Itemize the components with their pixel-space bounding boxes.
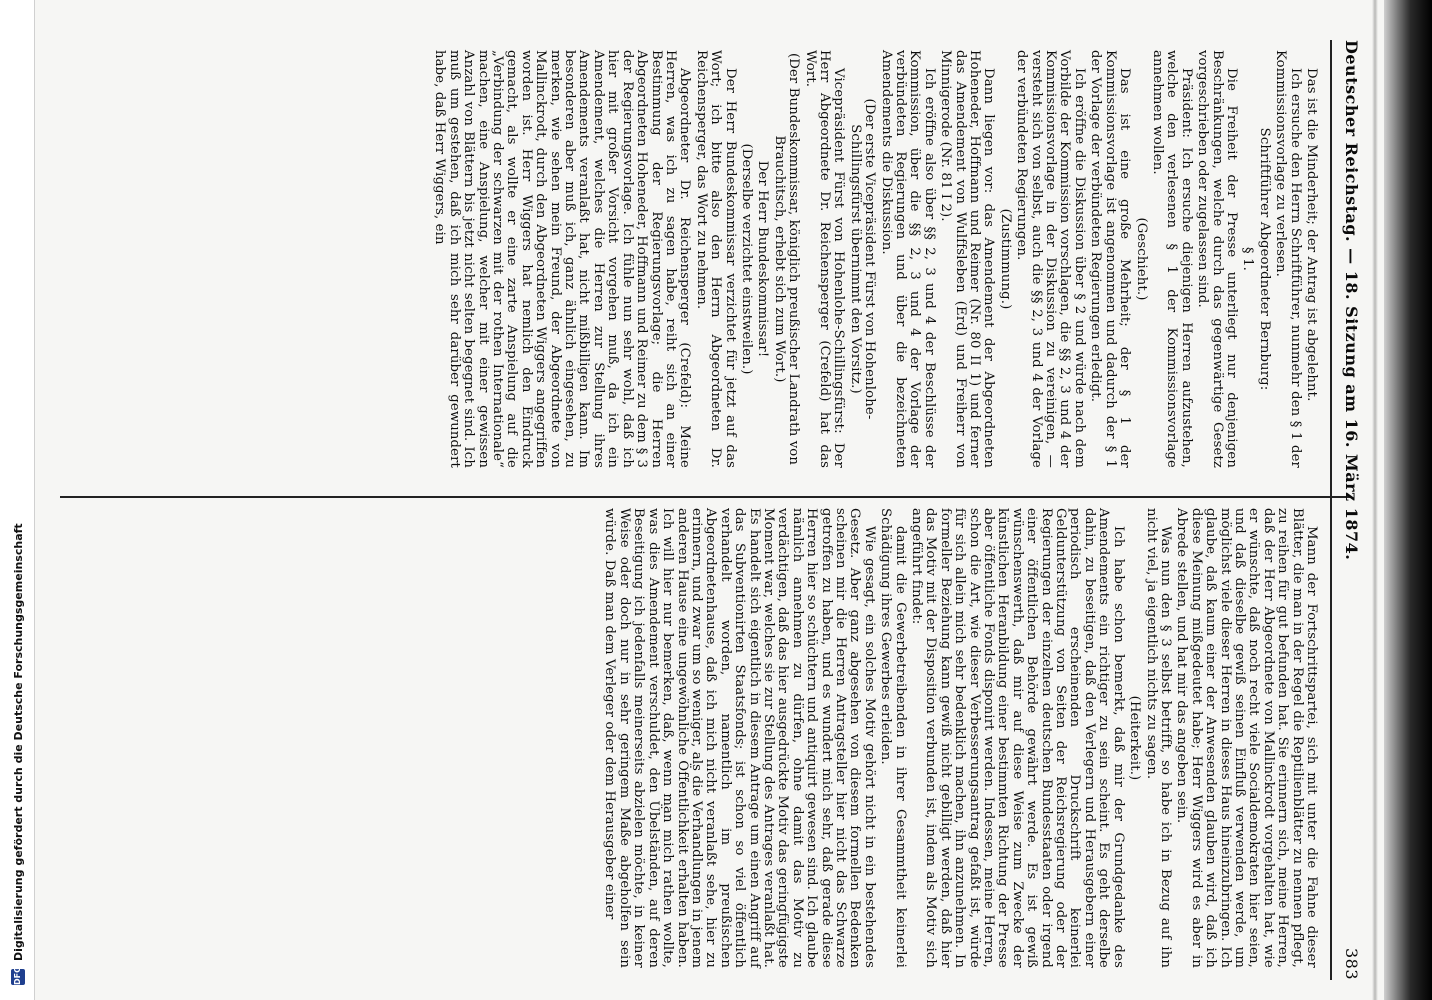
scan-edge [1384,0,1432,1000]
paragraph: Das ist eine große Mehrheit; der § 1 der Kommissionsvorlage ist angenommen und dadurch der § 1 der Vorlage der verbündeten Regierungen erledigt. [1088,50,1133,468]
paragraph: Das ist die Minderheit; der Antrag ist abgelehnt. [1304,68,1319,402]
digitization-strip [0,0,35,1000]
paragraph: Wie gesagt, ein solches Motiv gehört nicht in ein bestehendes Gesetz. Aber ganz abgesehen von diesem formellen Bedenken scheinen mir die Herren Antragsteller hier nicht das Schwarze getroffen zu haben, und es wundert mich sehr, daß gerade diese Herren hier so schüchtern und antiquirt gewesen sind. Ich glaube nämlich annehmen zu dürfen, ohne damit das Motiv zu verdächtigen, daß das hier ausgedrückte Motiv das geringfügigste Moment war, welches sie zur Stellung des Antrages veranlaßt hat. Es handelt sich eigentlich in diesem Antrage um einen Angriff auf das Subventionirten Staatsfonds; ist schon so viel öffentlich verhandelt worden, namentlich im preußischen Abgeordnetenhause, daß ich mich nicht veranlaßt sehe, hier zu erinnern, und zwar um so weniger, als die Verhandlungen in jenem anderen Hause eine ungewöhnliche Öffentlichkeit erhalten haben. Ich will hier nur bemerken, daß, wenn man mich rathen wollte, was dies Amendement verschuldet, den Übelständen, auf deren Beseitigung ich jedenfalls meinerseits abzielen möchte, in keiner Weise oder doch nur in sehr geringem Maße abgeholfen sein würde. Daß man dem Verleger oder dem Herausgeber einer [602,508,877,968]
speaker-heading: Schriftführer Abgeordneter Bernburg: [1256,127,1272,391]
page-fold [1372,0,1378,1000]
page-number: 383 [1342,947,1362,980]
header-title: Deutscher Reichstag. — 18. Sitzung am 16. März 1874. [1342,40,1362,561]
column-divider [60,496,1350,498]
dfg-logo-icon: DFG [11,969,25,985]
paragraph: Was nun den § 3 selbst betrifft, so habe ich in Bezug auf ihn nicht viel, ja eigentlich nichts zu sagen. [1143,508,1173,968]
paragraph: Vicepräsident Fürst von Hohenlohe-Schillingsfürst: Der Herr Abgeordnete Dr. Reichensperger (Crefeld) hat das Wort. [802,50,847,468]
stage-direction: (Der Bundeskommissar, königlich preußischer Landrath von Brauchitsch, erhebt sich zum Wort.) [771,52,802,466]
paragraph: Der Herr Bundeskommissar! [755,160,771,358]
paragraph: Die Freiheit der Presse unterliegt nur denjenigen Beschränkungen, welche durch das gegenwärtige Gesetz vorgeschrieben oder zugelassen sind. [1195,50,1239,468]
paragraph: Präsident: Ich ersuche diejenigen Herren aufzustehen, welche den verlesenen § 1 der Kommissionsvorlage annehmen wollen. [1149,50,1194,468]
paragraph: Abgeordneter Dr. Reichensperger (Crefeld): Meine Herren, was ich zu sagen habe, reiht sich an einer Bestimmung der Regierungsvorlage; die Herren Abgeordneten Hoheneder, Hoffmann und Reimer zu dem § 3 der Regierungsvorlage. Ich fühle nun sehr wohl, daß ich hier mit großer Vorsicht vorgehen muß, da ich ein Amendement, welches die Herren zur Stellung ihres Amendements veranlaßt hat, nicht mißbilligen kann. Im besonderen aber muß ich, ganz ähnlich eingesehen, zu merken, wie sehen mein Freund, der Abgeordnete von Mallinckrodt, durch den Abgeordneten Wiggers angegriffen worden ist. Herr Wiggers hat nemlich den Eindruck gemacht, als wollte er eine zarte Anspielung auf die „Verbindung der schwarzen mit der rothen Internationale“ machen, eine Anspielung, welcher mit einer gewissen Anzahl von Blättern bis jetzt nicht selten begegnet sind. Ich muß um gestehen, daß ich mich sehr darüber gewundert habe, daß Herr Wiggers, ein [432,50,693,468]
paragraph: Mann der Fortschrittspartei, sich mit unter die Fahne dieser Blätter, die man in der Regel die Reptilienblätter zu nennen pflegt, zu reihen für gut befunden hat. Sie erinnern sich, meine Herren, daß der Herr Abgeordnete von Mallinckrodt vorgehalten hat, wie er wünschte, daß noch recht viele Socialdemokraten hier seien, und daß dieselbe gewiß seinen Einfluß verwenden werde, um möglichst viele dieser Herren in dieses Haus hineinzubringen. Ich glaube, daß kaum einer der Anwesenden glauben wird, daß ich diese Meinung mißgedeutet habe; Herr Wiggers wird es aber in Abrede stellen, und hat mir das angeben sein. [1174,508,1319,968]
paragraph: Dann liegen vor: das Amendement der Abgeordneten Hoheneder, Hoffmann und Reimer (Nr. 80 II 1) und ferner das Amendement von Wulffsleben (Erd) und Freiherr von Minnigerode (Nr. 81 I 2). [938,50,997,468]
text-column-right [63,508,1318,968]
quotation: damit die Gewerbetreibenden in ihrer Gesammtheit keinerlei Schädigung ihres Gewerbes erleiden. [878,508,908,968]
running-header [1332,40,1372,980]
paragraph: Ich eröffne die Diskussion über § 2 und würde nach dem Vorbilde der Kommission vorschlagen, die §§ 2, 3 und 4 der Kommissionsvorlage in der Diskussion zu vereinigen, — versteht sich von selbst, auch die §§ 2, 3 und 4 der Vorlage der verbündeten Regierungen. [1014,50,1087,468]
digitization-notice [8,0,28,985]
paragraph: Ich eröffne also über §§ 2, 3 und 4 der Beschlüsse der Kommission, über die §§ 2, 3 und 4 der Vorlage der verbündeten Regierungen und über die bezeichneten Amendements die Diskussion. [878,50,937,468]
text-column-left [68,50,1318,468]
stage-direction: (Geschieht.) [1133,217,1149,301]
digitization-credit: Digitalisierung gefördert durch die Deutsche Forschungsgemeinschaft [11,523,25,961]
paragraph: Ich ersuche den Herrn Schriftführer, nunmehr den § 1 der Kommissionsvorlage zu verlesen. [1273,50,1303,468]
stage-direction: (Zustimmung.) [997,208,1013,310]
stage-direction: (Heiterkeit.) [1127,695,1143,781]
paragraph: Ich habe schon bemerkt, daß mir der Grundgedanke des Amendements ein richtiger zu sein scheint. Es geht derselbe dahin, zu beseitigen, daß den Verlegern und Herausgebern einer periodisch erscheinenden Druckschrift keinerlei Geldunterstützung von Seiten der Reichsregierung oder der Regierungen der einzelnen deutschen Bundesstaaten oder irgend einer öffentlichen Behörde gewährt werde. Es ist gewiß wünschenswerth, daß mir auf diese Weise zum Zwecke der künstlichen Heranbildung einer bestimmten Richtung der Presse aber öffentliche Fonds disponirt werden. Indessen, meine Herren, schon die Art, wie dieser Verbesserungsantrag gefaßt ist, würde für sich allein mich sehr bedenklich machen, ihn anzunehmen. In formeller Beziehung kann gewiß nicht gebilligt werden, daß hier das Motiv mit der Disposition verbunden ist, indem als Motiv sich angeführt findet: [909,508,1126,968]
stage-direction: (Derselbe verzichtet einstweilen.) [738,143,754,375]
section-number: § 1. [1240,247,1256,271]
stage-direction: (Der erste Vicepräsident Fürst von Hohenlohe-Schillingsfürst übernimmt den Vorsitz.) [847,98,878,420]
paragraph: Der Herr Bundeskommissar verzichtet für jetzt auf das Wort; ich bitte also den Herrn Abgeordneten Dr. Reichensperger, das Wort zu nehmen. [693,50,738,468]
